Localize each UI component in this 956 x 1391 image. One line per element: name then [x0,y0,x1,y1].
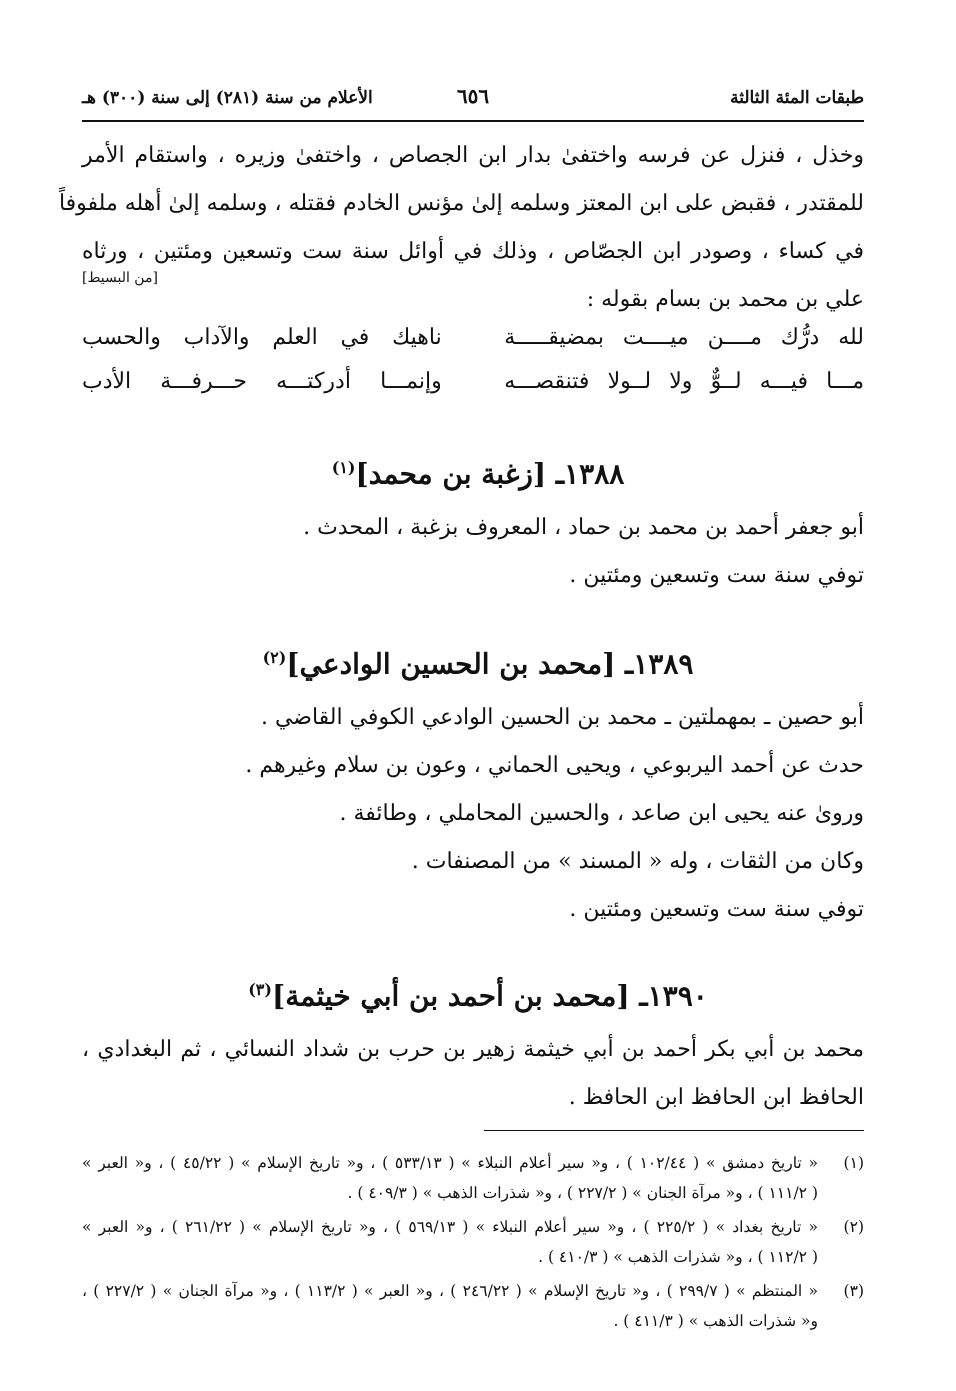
page-number: ٦٥٦ [456,84,490,108]
footnote-line: ( ١١١/٢ ) ، و« مرآة الجنان » ( ٢٢٧/٢ ) ، و« شذرات الذهب » ( ٤٠٩/٣ ) . [347,1184,818,1202]
footnote-ref: (٢) [262,648,287,667]
footnote-line: ( ١١٢/٢ ) ، و« شذرات الذهب » ( ٤١٠/٣ ) . [538,1248,818,1266]
header-section-title: طبقات المئة الثالثة [730,88,864,108]
footnote-number: (٢) [843,1218,864,1236]
entry-body [82,694,864,934]
footnote-ref: (٣) [248,980,272,999]
entry-paragraph: محمد بن أبي بكر أحمد بن أبي خيثمة زهير بن حرب بن شداد النسائي ، ثم البغدادي ، [82,1037,864,1062]
intro-paragraph [58,132,864,324]
footnote-number: (١) [843,1154,864,1172]
entry-paragraph: الحافظ ابن الحافظ ابن الحافظ . [568,1085,864,1110]
entry-paragraph: توفي سنة ست وتسعين ومئتين . [569,897,864,922]
entry-title-text: ١٣٨٨ـ [زغبة بن محمد] [355,457,625,491]
entry-title-text: ١٣٩٠ـ [محمد بن أحمد بن أبي خيثمة] [271,979,708,1013]
entry-paragraph: توفي سنة ست وتسعين ومئتين . [569,563,864,588]
verse-second-hemistich: وإنمـــا أدركتـــه حـــرفـــة الأدب [82,369,442,394]
entry-heading [82,970,874,1016]
footnote-number: (٣) [843,1282,864,1300]
verse-second-hemistich: ناهيك في العلم والآداب والحسب [82,325,442,350]
entry-paragraph: أبو جعفر أحمد بن محمد بن حماد ، المعروف بزغبة ، المحدث . [303,515,864,540]
footnote [82,1148,864,1208]
footnote [82,1276,864,1336]
entry-body [82,504,864,600]
footnote-separator [484,1130,864,1131]
verse-first-hemistich: مـــا فيـــه لــوٌّ ولا لــولا فتنقصـــه [504,369,864,394]
footnotes [82,1148,864,1340]
entry-paragraph: وروىٰ عنه يحيى ابن صاعد ، والحسين المحاملي ، وطائفة . [339,801,864,826]
poem-meter-label: [من البسيط] [82,270,158,286]
footnote-line: و« شذرات الذهب » ( ٤١١/٣ ) . [613,1312,818,1330]
running-header [82,84,864,122]
poem [82,316,864,404]
text-line: للمقتدر ، فقبض على ابن المعتز وسلمه إلىٰ مؤنس الخادم فقتله ، وسلمه إلىٰ أهله ملفوفاً [58,191,864,216]
entry-heading [82,638,874,684]
poem-verse [82,316,864,360]
footnote-line: « تاريخ دمشق » ( ١٠٢/٤٤ ) ، و« سير أعلام النبلاء » ( ٥٣٣/١٣ ) ، و« تاريخ الإسلام » ( ٤٥/٢٢ ) ، و« العبر » [82,1154,818,1172]
entry-heading [82,448,874,494]
text-line: وخذل ، فنزل عن فرسه واختفىٰ بدار ابن الجصاص ، واختفىٰ وزيره ، واستقام الأمر [82,143,864,168]
footnote-line: « تاريخ بغداد » ( ٢٢٥/٢ ) ، و« سير أعلام النبلاء » ( ٥٦٩/١٣ ) ، و« تاريخ الإسلام » ( ٢٦١/٢٢ ) ، و« العبر » [82,1218,818,1236]
header-range-title: الأعلام من سنة (٢٨١) إلى سنة (٣٠٠) هـ [82,88,373,108]
footnote [82,1212,864,1272]
entry-paragraph: وكان من الثقات ، وله « المسند » من المصنفات . [411,849,864,874]
entry-paragraph: حدث عن أحمد اليربوعي ، ويحيى الحماني ، وعون بن سلام وغيرهم . [245,753,864,778]
poem-intro-text: علي بن محمد بن بسام بقوله : [586,287,864,312]
footnote-line: « المنتظم » ( ٢٩٩/٧ ) ، و« تاريخ الإسلام » ( ٢٤٦/٢٢ ) ، و« العبر » ( ١١٣/٢ ) ، و« مرآة الجنان » ( ٢٢٧/٢ ) ، [82,1282,818,1300]
footnote-ref: (١) [331,458,356,477]
text-line: في كساء ، وصودر ابن الجصّاص ، وذلك في أوائل سنة ست وتسعين ومئتين ، ورثاه [82,239,864,264]
poem-verse [82,360,864,404]
entry-body [82,1026,864,1122]
entry-title-text: ١٣٨٩ـ [محمد بن الحسين الوادعي] [286,647,694,681]
verse-first-hemistich: لله درُّك مــــن ميــــت بمضيقـــــة [504,325,864,350]
entry-paragraph: أبو حصين ـ بمهملتين ـ محمد بن الحسين الوادعي الكوفي القاضي . [260,705,864,730]
